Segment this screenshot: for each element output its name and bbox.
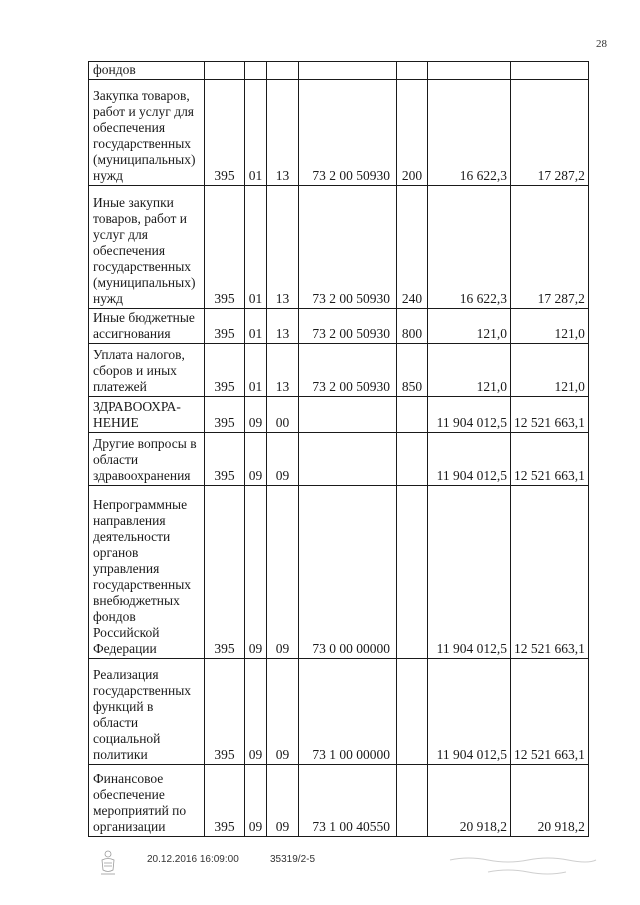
table-row <box>89 186 589 309</box>
row-description-cell: Непрограммные направления деятельности органов управления государственных внебюджетных фондов Российской Федерации <box>89 486 205 659</box>
admin-code-cell: 395 <box>205 765 245 837</box>
section-code-cell: 01 <box>245 309 267 344</box>
subsection-code-cell: 13 <box>267 186 299 309</box>
target-article-cell: 73 1 00 40550 <box>299 765 397 837</box>
admin-code-cell: 395 <box>205 433 245 486</box>
admin-code-cell: 395 <box>205 486 245 659</box>
row-description-cell: Реализация государственных функций в области социальной политики <box>89 659 205 765</box>
faint-watermark <box>448 852 598 882</box>
section-code-cell: 01 <box>245 80 267 186</box>
amount-year1-cell: 20 918,2 <box>428 765 511 837</box>
subsection-code-cell: 13 <box>267 309 299 344</box>
expense-type-cell: 200 <box>397 80 428 186</box>
subsection-code-cell: 09 <box>267 765 299 837</box>
subsection-code-cell: 09 <box>267 486 299 659</box>
amount-year2-cell: 121,0 <box>511 309 589 344</box>
expense-type-cell: 800 <box>397 309 428 344</box>
target-article-cell: 73 2 00 50930 <box>299 186 397 309</box>
section-code-cell <box>245 62 267 80</box>
expense-type-cell <box>397 397 428 433</box>
amount-year1-cell: 16 622,3 <box>428 186 511 309</box>
table-row <box>89 62 589 80</box>
amount-year2-cell: 12 521 663,1 <box>511 486 589 659</box>
table-row <box>89 397 589 433</box>
expense-type-cell <box>397 433 428 486</box>
seal-icon <box>98 848 118 878</box>
amount-year1-cell <box>428 62 511 80</box>
target-article-cell: 73 1 00 00000 <box>299 659 397 765</box>
table-row <box>89 433 589 486</box>
target-article-cell: 73 0 00 00000 <box>299 486 397 659</box>
amount-year1-cell: 11 904 012,5 <box>428 659 511 765</box>
row-description-cell: ЗДРАВООХРА-НЕНИЕ <box>89 397 205 433</box>
table-row <box>89 309 589 344</box>
section-code-cell: 09 <box>245 659 267 765</box>
section-code-cell: 09 <box>245 765 267 837</box>
amount-year2-cell: 121,0 <box>511 344 589 397</box>
admin-code-cell: 395 <box>205 80 245 186</box>
row-description-cell: Финансовое обеспечение мероприятий по организации <box>89 765 205 837</box>
row-description-cell: Иные бюджетные ассигнования <box>89 309 205 344</box>
expense-type-cell: 240 <box>397 186 428 309</box>
target-article-cell <box>299 62 397 80</box>
section-code-cell: 09 <box>245 433 267 486</box>
expense-type-cell: 850 <box>397 344 428 397</box>
amount-year1-cell: 121,0 <box>428 344 511 397</box>
table-row <box>89 659 589 765</box>
row-description-cell: Иные закупки товаров, работ и услуг для обеспечения государственных (муниципальных) нужд <box>89 186 205 309</box>
footer-doc-number: 35319/2-5 <box>270 854 316 865</box>
section-code-cell: 01 <box>245 344 267 397</box>
table-row <box>89 765 589 837</box>
subsection-code-cell: 13 <box>267 344 299 397</box>
amount-year2-cell: 17 287,2 <box>511 80 589 186</box>
row-description-cell: Другие вопросы в области здравоохранения <box>89 433 205 486</box>
section-code-cell: 09 <box>245 486 267 659</box>
page-number: 28 <box>596 38 607 50</box>
footer-date: 20.12.2016 16:09:00 <box>147 854 239 865</box>
admin-code-cell: 395 <box>205 659 245 765</box>
subsection-code-cell: 09 <box>267 433 299 486</box>
table-row <box>89 344 589 397</box>
admin-code-cell: 395 <box>205 344 245 397</box>
subsection-code-cell: 09 <box>267 659 299 765</box>
subsection-code-cell <box>267 62 299 80</box>
target-article-cell: 73 2 00 50930 <box>299 344 397 397</box>
amount-year1-cell: 11 904 012,5 <box>428 397 511 433</box>
amount-year1-cell: 16 622,3 <box>428 80 511 186</box>
budget-table <box>88 61 589 837</box>
table-row <box>89 80 589 186</box>
amount-year1-cell: 11 904 012,5 <box>428 486 511 659</box>
amount-year2-cell: 12 521 663,1 <box>511 397 589 433</box>
target-article-cell <box>299 397 397 433</box>
row-description-cell: Уплата налогов, сборов и иных платежей <box>89 344 205 397</box>
section-code-cell: 09 <box>245 397 267 433</box>
expense-type-cell <box>397 659 428 765</box>
amount-year2-cell: 12 521 663,1 <box>511 433 589 486</box>
table-body <box>89 62 589 837</box>
amount-year1-cell: 121,0 <box>428 309 511 344</box>
expense-type-cell <box>397 62 428 80</box>
admin-code-cell: 395 <box>205 309 245 344</box>
amount-year2-cell: 12 521 663,1 <box>511 659 589 765</box>
amount-year2-cell <box>511 62 589 80</box>
admin-code-cell: 395 <box>205 397 245 433</box>
page-footer <box>0 852 640 892</box>
admin-code-cell <box>205 62 245 80</box>
section-code-cell: 01 <box>245 186 267 309</box>
admin-code-cell: 395 <box>205 186 245 309</box>
amount-year2-cell: 20 918,2 <box>511 765 589 837</box>
expense-type-cell <box>397 765 428 837</box>
row-description-cell: фондов <box>89 62 205 80</box>
target-article-cell: 73 2 00 50930 <box>299 80 397 186</box>
amount-year2-cell: 17 287,2 <box>511 186 589 309</box>
row-description-cell: Закупка товаров, работ и услуг для обеспечения государственных (муниципальных) нужд <box>89 80 205 186</box>
target-article-cell <box>299 433 397 486</box>
table-row <box>89 486 589 659</box>
expense-type-cell <box>397 486 428 659</box>
target-article-cell: 73 2 00 50930 <box>299 309 397 344</box>
amount-year1-cell: 11 904 012,5 <box>428 433 511 486</box>
subsection-code-cell: 00 <box>267 397 299 433</box>
subsection-code-cell: 13 <box>267 80 299 186</box>
